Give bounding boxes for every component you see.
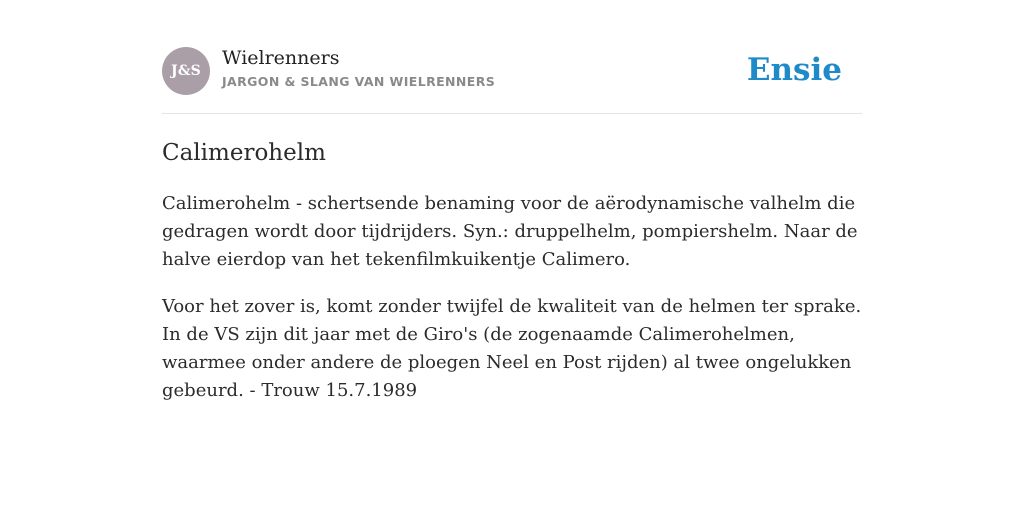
header	[162, 46, 862, 96]
header-divider	[162, 113, 862, 114]
source-subtitle: JARGON & SLANG VAN WIELRENNERS	[222, 74, 496, 89]
ensie-logo[interactable]: Ensie	[746, 52, 842, 88]
source-avatar[interactable]: J&S	[162, 47, 210, 95]
term-title: Calimerohelm	[162, 140, 326, 166]
definition-paragraph: Calimerohelm - schertsende benaming voor de aërodynamische valhelm die gedragen wordt door tijdrijders. Syn.: druppelhelm, pompiershelm. Naar de halve eierdop van het tekenfilmkuikentje Calimero.	[162, 193, 858, 270]
definition-body	[162, 190, 862, 424]
source-title[interactable]: Wielrenners	[222, 47, 340, 69]
quote-paragraph: Voor het zover is, komt zonder twijfel de kwaliteit van de helmen ter sprake. In de VS zijn dit jaar met de Giro's (de zogenaamde Calimerohelmen, waarmee onder andere de ploegen Neel en Post rijden) al twee ongelukken gebeurd. - Trouw 15.7.1989	[162, 296, 862, 401]
